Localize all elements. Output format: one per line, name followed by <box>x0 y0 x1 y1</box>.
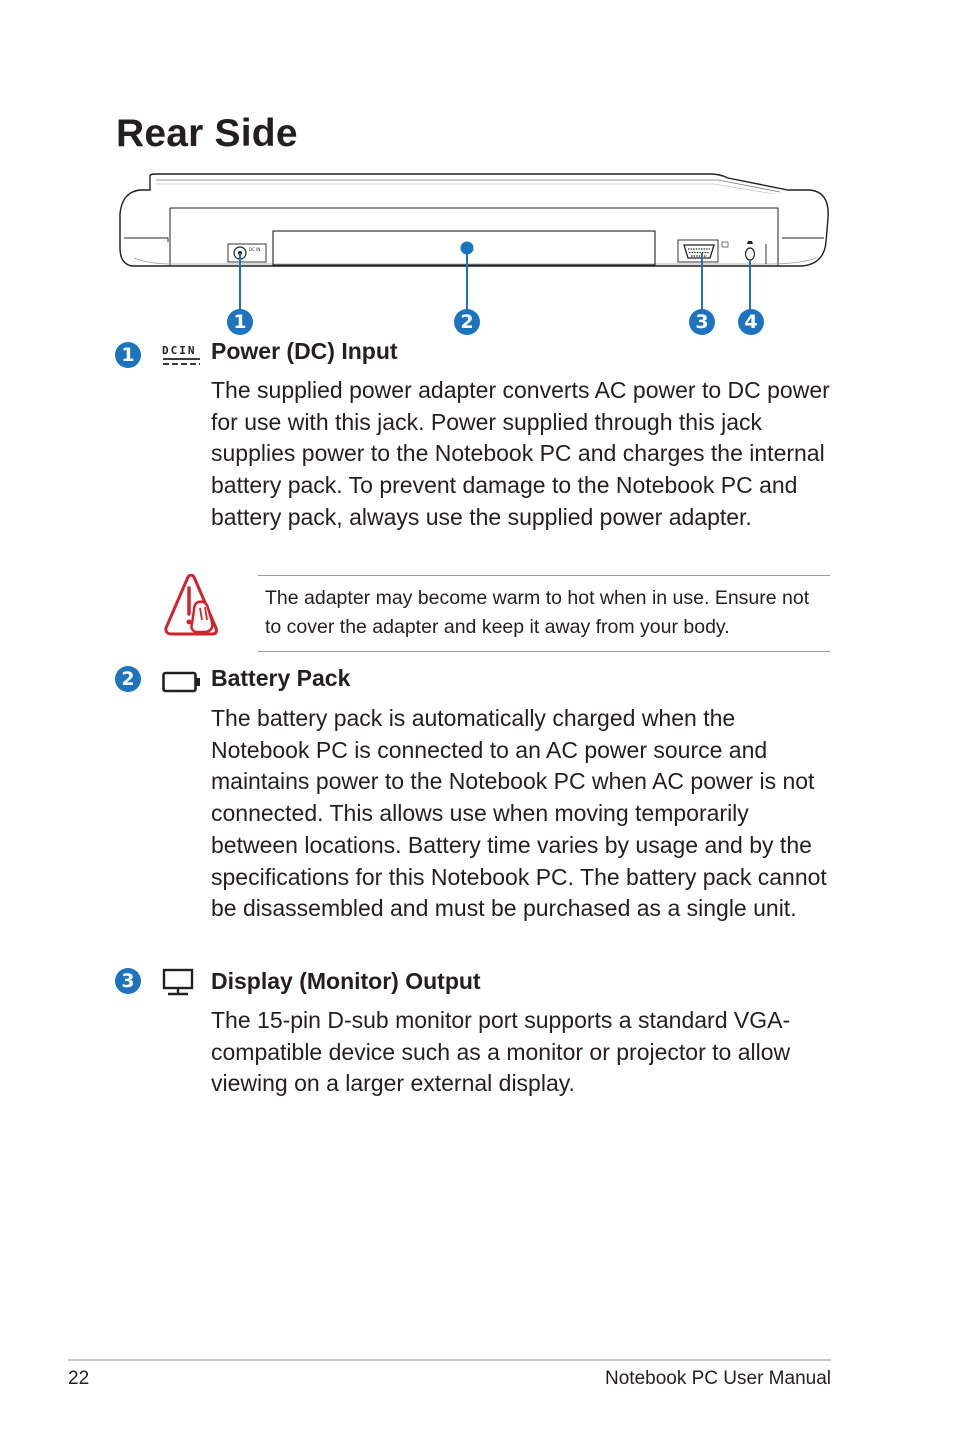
section-1-title: Power (DC) Input <box>211 338 398 364</box>
laptop-body <box>120 174 828 266</box>
callout-2: 2 <box>454 309 480 335</box>
warning-note-text: The adapter may become warm to hot when in use. Ensure not to cover the adapter and keep it away from your body. <box>265 587 810 638</box>
section-2-number: 2 <box>115 666 141 692</box>
page-number: 22 <box>68 1368 90 1389</box>
manual-title: Notebook PC User Manual <box>605 1368 831 1389</box>
section-2-body: The battery pack is automatically charged when the Notebook PC is connected to an AC power source and maintains power to the Notebook PC when AC power is not connected. This allows use when moving temporarily between locations. Battery time varies by usage and by the specifications for this Notebook PC. The battery pack cannot be disassembled and must be purchased as a single unit. <box>211 705 827 922</box>
section-2-title: Battery Pack <box>211 665 351 691</box>
kensington-lock-port <box>746 248 755 260</box>
section-3-body: The 15-pin D-sub monitor port supports a standard VGA-compatible device such as a monitor or projector to allow viewing on a larger external display. <box>211 1007 791 1097</box>
section-3-title: Display (Monitor) Output <box>211 968 481 994</box>
monitor-icon <box>162 968 196 996</box>
warning-note <box>258 575 830 652</box>
svg-text:DCIN: DCIN <box>162 344 197 357</box>
section-3-number: 3 <box>115 968 141 994</box>
dc-in-icon <box>162 344 202 368</box>
battery-icon <box>162 670 202 694</box>
section-1-body: The supplied power adapter converts AC power to DC power for use with this jack. Power supplied through this jack supplies power to the Notebook PC and charges the internal battery pack. To prevent damage to the Notebook PC and battery pack, always use the supplied power adapter. <box>211 377 830 530</box>
dc-port-label: DC IN <box>249 247 261 252</box>
page-title: Rear Side <box>116 112 298 155</box>
footer-rule <box>68 1359 831 1361</box>
callout-3: 3 <box>689 309 715 335</box>
callout-1: 1 <box>227 309 253 335</box>
section-1-number: 1 <box>115 342 141 368</box>
callout-4: 4 <box>738 309 764 335</box>
warning-hand-icon <box>162 574 220 638</box>
